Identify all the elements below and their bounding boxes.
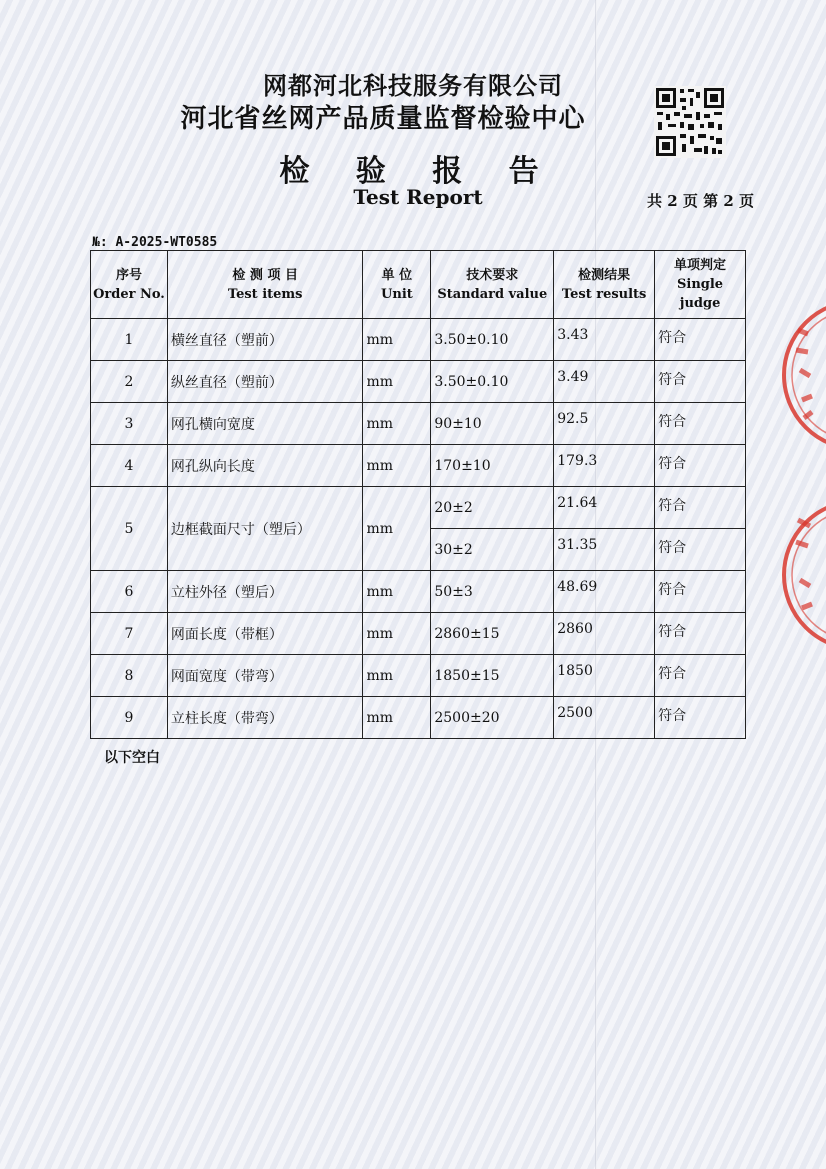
judge-cell: 符合	[655, 487, 746, 529]
header-unit: 单 位 Unit	[363, 251, 431, 319]
judge-cell: 符合	[655, 613, 746, 655]
standard-cell: 50±3	[431, 571, 554, 613]
standard-cell: 2500±20	[431, 697, 554, 739]
item-cell: 网面长度（带框）	[167, 613, 363, 655]
table-row	[91, 487, 746, 529]
order-cell: 8	[91, 655, 168, 697]
judge-cell: 符合	[655, 655, 746, 697]
result-cell: 2860	[554, 613, 655, 655]
result-cell: 31.35	[554, 529, 655, 571]
order-cell: 2	[91, 361, 168, 403]
unit-cell: mm	[363, 487, 431, 571]
table-row	[91, 445, 746, 487]
order-cell: 7	[91, 613, 168, 655]
item-cell: 纵丝直径（塑前）	[167, 361, 363, 403]
header-test-results: 检测结果 Test results	[554, 251, 655, 319]
standard-cell: 90±10	[431, 403, 554, 445]
item-cell: 横丝直径（塑前）	[167, 319, 363, 361]
unit-cell: mm	[363, 697, 431, 739]
judge-cell: 符合	[655, 361, 746, 403]
unit-cell: mm	[363, 403, 431, 445]
standard-cell: 30±2	[431, 529, 554, 571]
table-row	[91, 571, 746, 613]
standard-cell: 2860±15	[431, 613, 554, 655]
table-row	[91, 319, 746, 361]
test-results-table	[90, 250, 746, 739]
unit-cell: mm	[363, 613, 431, 655]
result-cell: 48.69	[554, 571, 655, 613]
result-cell: 92.5	[554, 403, 655, 445]
report-number: №: A-2025-WT0585	[92, 235, 218, 250]
item-cell: 立柱长度（带弯）	[167, 697, 363, 739]
report-title-chinese: 检 验 报 告	[279, 154, 557, 189]
result-cell: 179.3	[554, 445, 655, 487]
result-cell: 3.49	[554, 361, 655, 403]
red-seal-stamp-icon	[780, 490, 826, 660]
item-cell: 边框截面尺寸（塑后）	[167, 487, 363, 571]
order-cell: 9	[91, 697, 168, 739]
judge-cell: 符合	[655, 571, 746, 613]
standard-cell: 3.50±0.10	[431, 319, 554, 361]
judge-cell: 符合	[655, 445, 746, 487]
unit-cell: mm	[363, 361, 431, 403]
table-header-row	[91, 251, 746, 319]
header-order: 序号 Order No.	[91, 251, 168, 319]
unit-cell: mm	[363, 319, 431, 361]
unit-cell: mm	[363, 571, 431, 613]
unit-cell: mm	[363, 445, 431, 487]
blank-below-note: 以下空白	[104, 750, 160, 766]
standard-cell: 170±10	[431, 445, 554, 487]
item-cell: 网孔横向宽度	[167, 403, 363, 445]
header-test-items: 检 测 项 目 Test items	[167, 251, 363, 319]
table-row	[91, 697, 746, 739]
standard-cell: 20±2	[431, 487, 554, 529]
judge-cell: 符合	[655, 697, 746, 739]
standard-cell: 1850±15	[431, 655, 554, 697]
result-cell: 1850	[554, 655, 655, 697]
order-cell: 1	[91, 319, 168, 361]
standard-cell: 3.50±0.10	[431, 361, 554, 403]
item-cell: 网孔纵向长度	[167, 445, 363, 487]
report-title-english: Test Report	[353, 185, 483, 209]
order-cell: 5	[91, 487, 168, 571]
company-name: 网都河北科技服务有限公司	[263, 71, 563, 100]
item-cell: 立柱外径（塑后）	[167, 571, 363, 613]
judge-cell: 符合	[655, 529, 746, 571]
inspection-center-name: 河北省丝网产品质量监督检验中心	[180, 104, 586, 134]
order-cell: 3	[91, 403, 168, 445]
result-cell: 2500	[554, 697, 655, 739]
page-indicator: 共 2 页 第 2 页	[647, 192, 754, 210]
judge-cell: 符合	[655, 403, 746, 445]
red-seal-stamp-icon	[780, 290, 826, 460]
item-cell: 网面宽度（带弯）	[167, 655, 363, 697]
header-single-judge: 单项判定 Single judge	[655, 251, 746, 319]
judge-cell: 符合	[655, 319, 746, 361]
table-row	[91, 655, 746, 697]
table-row	[91, 361, 746, 403]
order-cell: 6	[91, 571, 168, 613]
unit-cell: mm	[363, 655, 431, 697]
table-row	[91, 403, 746, 445]
header-standard-value: 技术要求 Standard value	[431, 251, 554, 319]
table-row	[91, 613, 746, 655]
result-cell: 21.64	[554, 487, 655, 529]
order-cell: 4	[91, 445, 168, 487]
result-cell: 3.43	[554, 319, 655, 361]
